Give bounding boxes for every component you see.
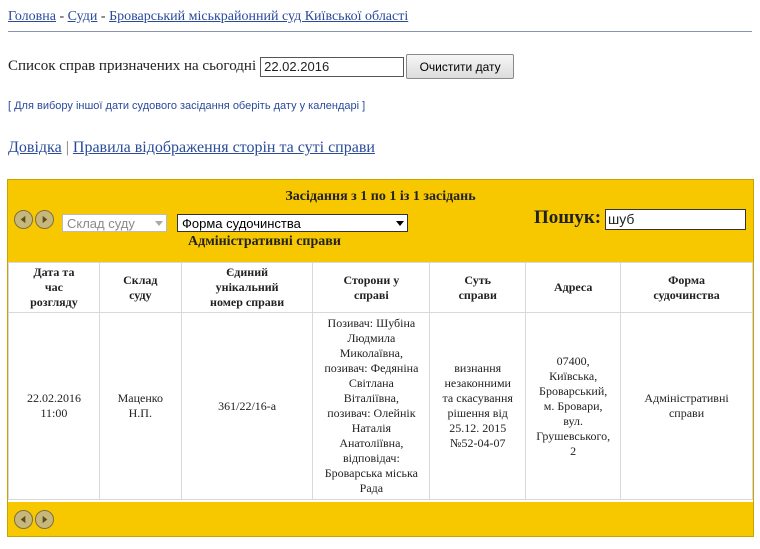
help-link[interactable]: Довідка (8, 139, 62, 156)
hearings-table (8, 262, 753, 500)
bottom-pager (14, 510, 54, 529)
breadcrumb-court-link[interactable]: Броварський міськрайонний суд Київської області (109, 9, 409, 24)
cell-case-number: 361/22/16-а (181, 313, 313, 500)
cell-parties: Позивач: Шубіна Людмила Миколаївна, позивач: Федяніна Світлана Віталіївна, позивач: Олейнік Наталія Анатоліївна, відповідач: Броварська міська Рада (313, 313, 430, 500)
breadcrumb-separator: - (100, 9, 106, 24)
breadcrumb-home-link[interactable]: Головна (8, 9, 56, 24)
table-row (9, 313, 753, 500)
cell-date: 22.02.2016 11:00 (9, 313, 100, 500)
hearings-panel (7, 179, 754, 537)
column-header-judges: Склад суду (99, 263, 181, 313)
column-header-case-number: Єдиний унікальний номер справи (181, 263, 313, 313)
selected-jurisdiction: Адміністративні справи (188, 234, 341, 249)
column-header-jurisdiction: Форма судочинства (621, 263, 753, 313)
jurisdiction-select-value: Форма судочинства (182, 216, 301, 231)
breadcrumb-separator: - (59, 9, 65, 24)
cell-jurisdiction: Адміністративні справи (621, 313, 753, 500)
jurisdiction-select[interactable] (177, 214, 408, 232)
prev-arrow-icon[interactable] (14, 210, 33, 229)
display-rules-link[interactable]: Правила відображення сторін та суті справи (72, 139, 375, 156)
chevron-down-icon (396, 221, 404, 226)
top-pager (14, 210, 54, 229)
court-composition-select[interactable] (62, 214, 167, 232)
breadcrumb (8, 9, 408, 25)
column-header-parties: Сторони у справі (313, 263, 430, 313)
cell-subject: визнання незаконними та скасування рішення від 25.12. 2015 №52-04-07 (430, 313, 526, 500)
column-header-date: Дата та час розгляду (9, 263, 100, 313)
panel-footer (8, 502, 753, 536)
court-composition-select-value: Склад суду (67, 216, 135, 231)
help-links-separator: | (65, 139, 69, 156)
next-arrow-icon[interactable] (35, 210, 54, 229)
breadcrumb-courts-link[interactable]: Суди (67, 9, 98, 24)
header-divider (8, 31, 752, 32)
cell-judges: Маценко Н.П. (99, 313, 181, 500)
date-filter-row (8, 54, 514, 79)
cell-address: 07400, Київська, Броварський, м. Бровари, вул. Грушевського, 2 (526, 313, 621, 500)
search-input[interactable]: шуб (605, 209, 746, 230)
column-header-subject: Суть справи (430, 263, 526, 313)
hearings-summary: Засідання з 1 по 1 із 1 засідань (285, 189, 476, 204)
next-arrow-icon[interactable] (35, 510, 54, 529)
column-header-address: Адреса (526, 263, 621, 313)
search-label: Пошук: (534, 207, 602, 228)
chevron-down-icon (155, 221, 163, 226)
date-input[interactable]: 22.02.2016 (260, 57, 404, 77)
date-filter-label: Список справ призначених на сьогодні (8, 58, 257, 74)
table-header-row (9, 263, 753, 313)
help-links (8, 139, 375, 157)
clear-date-button[interactable]: Очистити дату (406, 54, 514, 79)
prev-arrow-icon[interactable] (14, 510, 33, 529)
calendar-hint: [ Для вибору іншої дати судового засідання оберіть дату у календарі ] (8, 100, 366, 112)
panel-header (8, 180, 753, 262)
